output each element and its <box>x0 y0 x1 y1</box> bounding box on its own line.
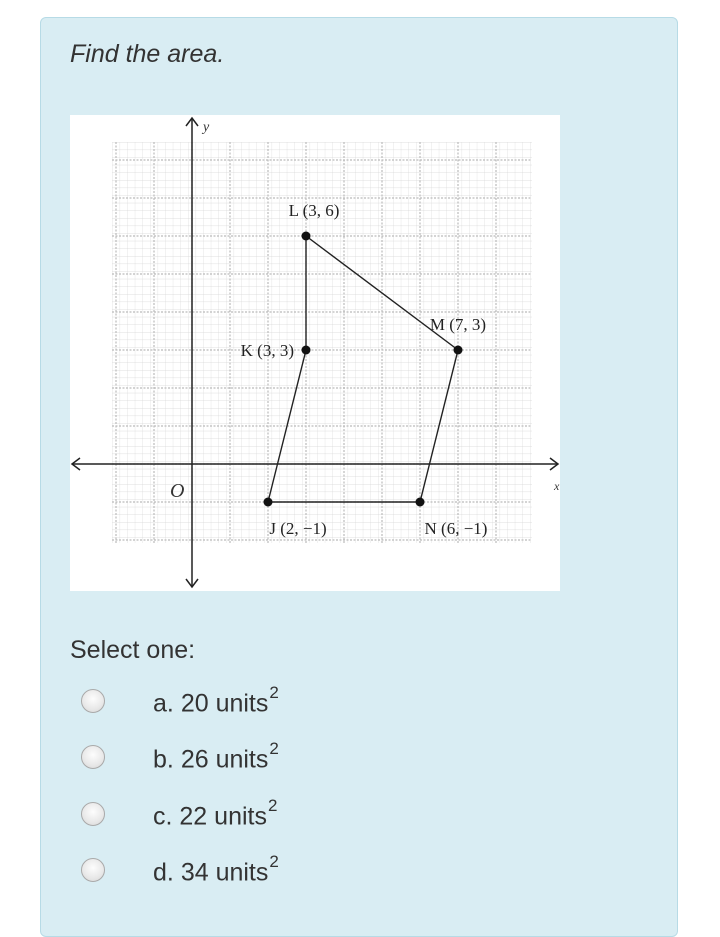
option-a[interactable] <box>81 683 381 733</box>
radio-option-d[interactable] <box>81 858 105 882</box>
option-b[interactable] <box>81 739 381 789</box>
coordinate-graph <box>70 115 560 591</box>
point-l <box>302 232 311 241</box>
option-a-text <box>153 683 279 718</box>
point-label-j: J (2, −1) <box>269 519 327 538</box>
radio-option-a[interactable] <box>81 689 105 713</box>
point-label-l: L (3, 6) <box>288 201 340 220</box>
x-axis-label: x <box>554 479 560 493</box>
question-text: Find the area. <box>70 40 225 68</box>
point-n <box>416 498 425 507</box>
point-j <box>264 498 273 507</box>
point-label-n: N (6, −1) <box>424 519 488 538</box>
option-c-letter: c. <box>153 802 173 831</box>
option-d[interactable] <box>81 852 381 902</box>
option-a-value: 20 units <box>180 689 269 718</box>
point-label-m: M (7, 3) <box>429 315 487 334</box>
option-a-letter: a. <box>153 689 174 718</box>
origin-label: O <box>170 480 185 502</box>
question-card <box>40 17 678 937</box>
option-a-exponent: 2 <box>269 683 279 702</box>
option-d-exponent: 2 <box>269 852 279 871</box>
option-b-value: 26 units <box>180 745 269 774</box>
select-one-label: Select one: <box>70 636 196 664</box>
option-c-value: 22 units <box>179 802 267 831</box>
radio-option-b[interactable] <box>81 745 105 769</box>
option-d-value: 34 units <box>180 858 269 887</box>
option-b-text <box>153 739 279 774</box>
option-b-exponent: 2 <box>269 739 279 758</box>
option-d-letter: d. <box>153 858 174 887</box>
option-c[interactable] <box>81 796 381 846</box>
option-c-exponent: 2 <box>267 796 278 815</box>
option-c-text <box>153 796 278 831</box>
y-axis-label: y <box>203 120 210 135</box>
option-b-letter: b. <box>153 745 174 774</box>
graph-svg <box>70 115 560 591</box>
point-m <box>454 346 463 355</box>
point-label-k: K (3, 3) <box>240 341 294 360</box>
radio-option-c[interactable] <box>81 802 105 826</box>
point-k <box>302 346 311 355</box>
option-d-text <box>153 852 279 887</box>
